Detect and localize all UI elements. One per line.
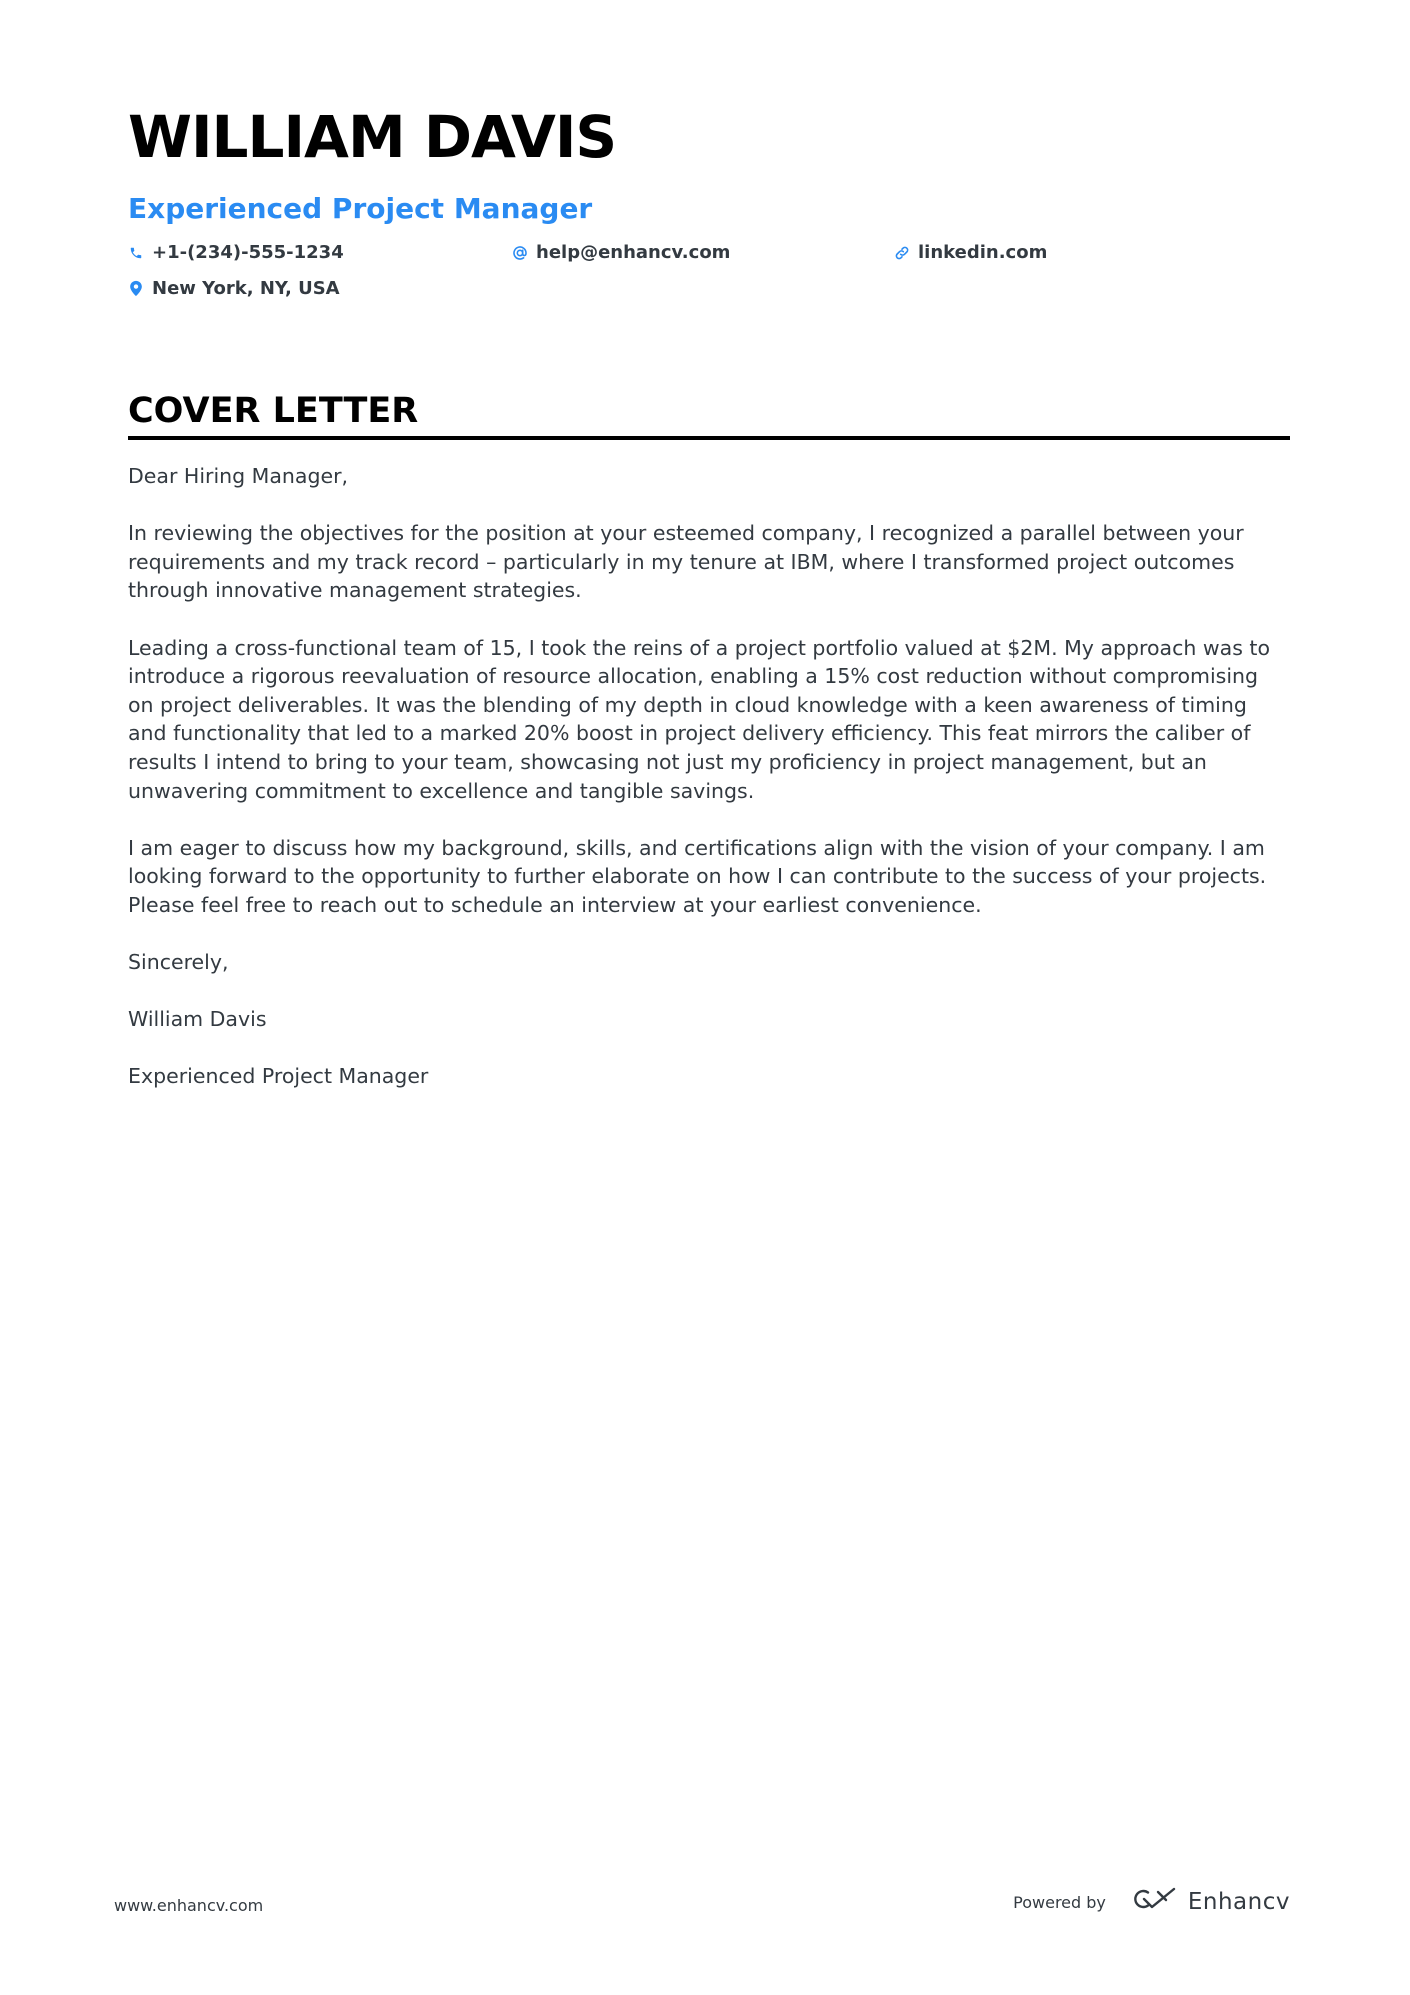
closing: Sincerely,: [128, 950, 229, 975]
linkedin-value: linkedin.com: [918, 242, 1048, 263]
brand-name: Enhancv: [1187, 1889, 1290, 1915]
location-pin-icon: [128, 280, 144, 298]
brand: [1132, 1886, 1290, 1918]
letter-body: [128, 462, 1290, 1120]
footer-branding[interactable]: [1013, 1886, 1290, 1918]
salutation: Dear Hiring Manager,: [128, 464, 349, 488]
candidate-headline: Experienced Project Manager: [128, 192, 593, 225]
contact-email[interactable]: [512, 242, 730, 263]
contact-linkedin[interactable]: [894, 242, 1047, 263]
paragraph: I am eager to discuss how my background, skills, and certifications align with the vision of your company. I am looking forward to the opportunity to further elaborate on how I can contribute to the success of your projects. Please feel free to reach out to schedule an interview at your earliest convenience.: [128, 835, 1267, 917]
phone-icon: [128, 244, 144, 262]
signature-name: William Davis: [128, 1007, 267, 1032]
section-title: COVER LETTER: [128, 390, 1290, 440]
footer-website[interactable]: www.enhancv.com: [114, 1896, 264, 1915]
signature-title: Experienced Project Manager: [128, 1064, 429, 1089]
location-value: New York, NY, USA: [152, 278, 340, 299]
at-icon: [512, 244, 528, 262]
powered-by-label: Powered by: [1013, 1892, 1106, 1912]
enhancv-logo-icon: [1132, 1886, 1178, 1918]
contact-location: [128, 278, 340, 299]
phone-value: +1-(234)-555-1234: [152, 242, 344, 263]
paragraph: In reviewing the objectives for the position at your esteemed company, I recognized a parallel between your requirements and my track record – particularly in my tenure at IBM, where I transformed project outcomes through innovative management strategies.: [128, 521, 1244, 603]
email-value: help@enhancv.com: [536, 242, 731, 263]
candidate-name: WILLIAM DAVIS: [128, 103, 617, 171]
paragraph: Leading a cross-functional team of 15, I took the reins of a project portfolio valued at $2M. My approach was to introduce a rigorous reevaluation of resource allocation, enabling a 15% cost reduction without compromising on project deliverables. It was the blending of my depth in cloud knowledge with a keen awareness of timing and functionality that led to a marked 20% boost in project delivery efficiency. This feat mirrors the caliber of results I intend to bring to your team, showcasing not just my proficiency in project management, but an unwavering commitment to excellence and tangible savings.: [128, 635, 1270, 803]
link-icon: [894, 244, 910, 262]
contact-phone[interactable]: [128, 242, 344, 263]
